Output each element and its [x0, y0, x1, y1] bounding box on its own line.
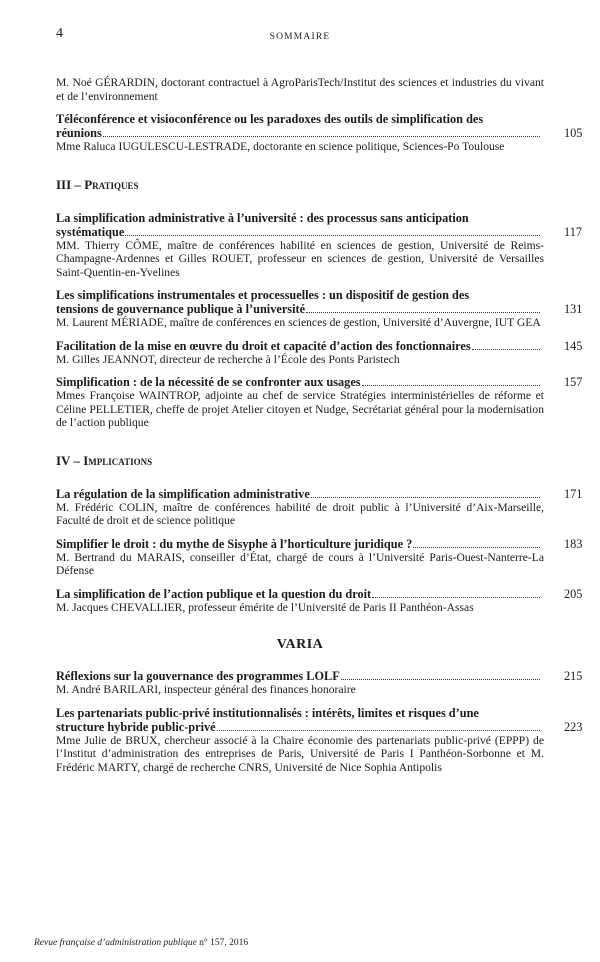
- toc-entry: [56, 669, 583, 697]
- dot-leader: [311, 497, 540, 498]
- toc-entry-title-leader-line: [56, 587, 544, 601]
- toc-entry-page: 145: [564, 338, 583, 353]
- section-number: IV –: [56, 452, 80, 468]
- toc-entry-author: Mme Raluca IUGULESCU-LESTRADE, doctorante en science politique, Sciences-Po Toulouse: [56, 140, 505, 153]
- dot-leader: [125, 235, 540, 236]
- toc-entry: [56, 210, 582, 280]
- toc-entry-title: [56, 375, 544, 389]
- section-heading-pratiques: [56, 177, 544, 193]
- toc-entry: [56, 536, 583, 578]
- toc-entry-title-line: Les partenariats public-privé institutionnalisés : intérêts, limites et risques d’une: [56, 705, 479, 720]
- toc-entry-title: [56, 706, 544, 734]
- toc-entry-page: 223: [564, 719, 583, 734]
- toc-entry-page: 215: [564, 669, 583, 683]
- toc-entry-author: M. Laurent MÉRIADE, maître de conférences en sciences de gestion, Université d’Auvergne, IUT GEA: [56, 316, 541, 329]
- toc-entry-title: [56, 487, 544, 501]
- toc-entry: [56, 586, 583, 615]
- section-number: III –: [56, 176, 81, 192]
- toc-entry: [56, 288, 583, 330]
- toc-entry-title: [56, 537, 544, 551]
- toc-entry-page: 105: [564, 126, 583, 140]
- dot-leader: [413, 547, 540, 548]
- toc-entry-page: 183: [564, 536, 583, 551]
- dot-leader: [362, 385, 540, 386]
- toc-entry-author: M. Frédéric COLIN, maître de conférences habilité de droit public à l’Université d’Aix-Marseille, Faculté de droit et de science politique: [56, 500, 544, 527]
- dot-leader: [306, 312, 540, 313]
- toc-entry-author: Mmes Françoise WAINTROP, adjointe au chef de service Stratégies interministérielles de réforme et Céline PELLETIER, cheffe de projet Atelier citoyen et Nudge, Secrétariat général pour la modernisation de l’action publique: [56, 389, 544, 429]
- page-footer: [34, 938, 248, 948]
- toc-entry-title: [56, 669, 544, 683]
- toc-entry-title: [56, 339, 544, 353]
- toc-entry: [56, 375, 583, 430]
- journal-name: Revue française d’administration publique: [34, 938, 197, 948]
- toc-entry-title-line: La simplification administrative à l’université : des processus sans anticipation: [56, 210, 469, 225]
- dot-leader: [372, 597, 540, 598]
- toc-entry-title-leader-line: [56, 225, 544, 239]
- toc-entry-title-end: La simplification de l’action publique et la question du droit: [56, 586, 372, 601]
- running-title: SOMMAIRE: [269, 32, 331, 42]
- section-name: Implications: [83, 452, 153, 468]
- toc-entry-title-end: La régulation de la simplification administrative: [56, 486, 310, 501]
- page-number: 4: [56, 26, 63, 41]
- toc-entry-title-end: réunions: [56, 126, 102, 140]
- toc-entry-page: 171: [564, 486, 583, 501]
- toc-entry-title-leader-line: [56, 339, 544, 353]
- toc-entry-title-end: Facilitation de la mise en œuvre du droit et capacité d’action des fonctionnaires: [56, 338, 471, 353]
- dot-leader: [472, 349, 540, 350]
- toc-entry-author: M. Bertrand du MARAIS, conseiller d’État, chargé de cours à l’Université Paris-Ouest-Nanterre-La Défense: [56, 550, 544, 577]
- toc-entry-title: [56, 112, 544, 140]
- toc-entry-title-leader-line: [56, 669, 544, 683]
- toc-entry-title-line: Téléconférence et visioconférence ou les paradoxes des outils de simplification des: [56, 112, 484, 126]
- toc-entry-title-end: tensions de gouvernance publique à l’université: [56, 302, 306, 316]
- toc-entry-title-leader-line: [56, 720, 544, 734]
- toc-entry-author: M. Jacques CHEVALLIER, professeur émérite de l’Université de Paris II Panthéon-Assas: [56, 600, 474, 614]
- table-of-contents: [56, 76, 583, 783]
- toc-entry-title: [56, 587, 544, 601]
- toc-entry: [56, 486, 583, 528]
- section-name: Pratiques: [84, 176, 139, 192]
- toc-entry-page: 157: [564, 375, 583, 389]
- toc-entry-author: M. Gilles JEANNOT, directeur de recherche à l’École des Ponts Paristech: [56, 352, 400, 366]
- dot-leader: [217, 730, 540, 731]
- toc-entry-author: Mme Julie de BRUX, chercheur associé à la Chaire économie des partenariats public-privé (EPPP) de l’Institut d’administration des entreprises de Paris, Université de Paris I Panthéon-Sorbonne et M. Frédéric MARTY, chargé de recherche CNRS, Université de Nice Sophia Antipolis: [56, 733, 544, 774]
- toc-entry: [56, 112, 583, 154]
- toc-entry-title: [56, 211, 544, 239]
- toc-entry-title-leader-line: [56, 126, 544, 140]
- dot-leader: [103, 136, 540, 137]
- toc-entry-page: 131: [564, 302, 583, 316]
- toc-entry-title-end: structure hybride public-privé: [56, 719, 216, 734]
- toc-entry-title-end: Simplifier le droit : du mythe de Sisyphe à l’horticulture juridique ?: [56, 536, 413, 551]
- toc-entry-author: M. André BARILARI, inspecteur général des finances honoraire: [56, 683, 356, 696]
- toc-entry-title-end: systématique: [56, 224, 125, 239]
- toc-entry-title-leader-line: [56, 487, 544, 501]
- toc-entry-title-line: Les simplifications instrumentales et processuelles : un dispositif de gestion des: [56, 288, 470, 302]
- toc-entry-title: [56, 288, 544, 316]
- toc-entry: [56, 705, 583, 775]
- toc-entry: [56, 338, 583, 367]
- toc-entry-author: M. Noé GÉRARDIN, doctorant contractuel à AgroParisTech/Institut des sciences et industries du vivant et de l’environnement: [56, 76, 544, 103]
- toc-entry-title-leader-line: [56, 302, 544, 316]
- issue-number: n° 157, 2016: [199, 938, 249, 948]
- toc-entry-page: 205: [564, 586, 583, 601]
- toc-entry-title-end: Réflexions sur la gouvernance des programmes LOLF: [56, 669, 340, 683]
- toc-entry-title-leader-line: [56, 375, 544, 389]
- varia-heading: VARIA: [276, 637, 324, 652]
- dot-leader: [341, 679, 540, 680]
- toc-entry-continuation: [56, 76, 544, 103]
- toc-entry-title-leader-line: [56, 537, 544, 551]
- section-heading-implications: [56, 453, 544, 469]
- toc-entry-author: MM. Thierry CÔME, maître de conférences habilité en sciences de gestion, Université de Reims-Champagne-Ardennes et Gilles ROUET, professeur en sciences de gestion, Université de Versailles Saint-Quentin-en-Yvelines: [56, 238, 544, 279]
- toc-entry-title-end: Simplification : de la nécessité de se confronter aux usages: [56, 375, 361, 389]
- toc-entry-page: 117: [564, 224, 582, 239]
